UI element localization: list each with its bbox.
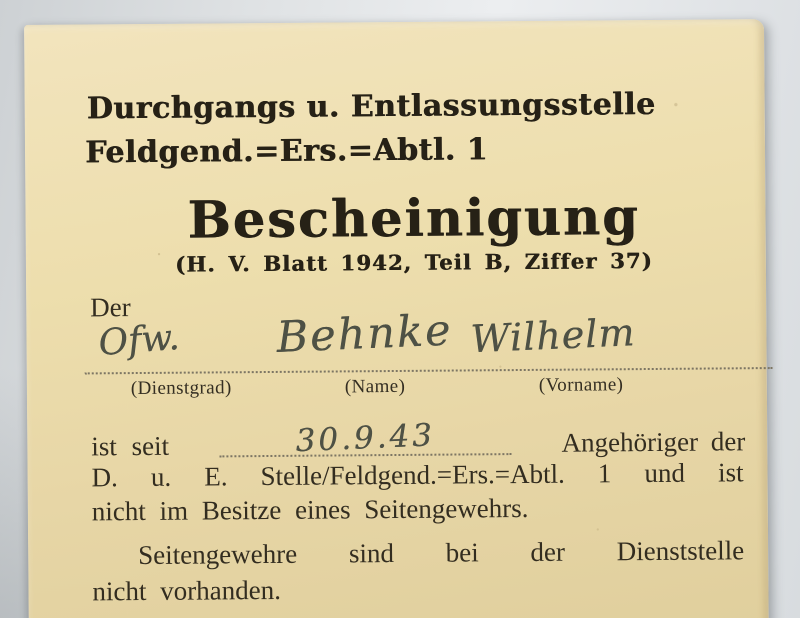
certificate-paper [24,19,769,618]
note-line-2: nicht vorhanden. [92,574,282,607]
angehoeriger-text: Angehöriger der [561,426,746,459]
handwritten-rank: Ofw. [97,316,181,365]
salutation-der: Der [90,292,131,323]
handwritten-date: 30.9.43 [294,417,436,460]
title-block [85,187,742,277]
body-line-2: nicht im Besitze eines Seitengewehrs. [91,492,529,527]
label-vorname: (Vorname) [538,374,624,396]
date-field [219,419,511,461]
certificate-title: Bescheinigung [187,187,640,251]
handwritten-firstname: Wilhelm [469,310,637,362]
handwritten-surname: Behnke [275,305,454,363]
label-dienstgrad: (Dienstgrad) [130,377,232,400]
note-line-1: Seitengewehre sind bei der Dienststelle [138,535,745,571]
entry-dotted-line [85,337,773,374]
certificate-subtitle: (H. V. Blatt 1942, Teil B, Ziffer 37) [174,247,653,277]
membership-row [91,417,745,462]
unit-line-1: Durchgangs u. Entlassungsstelle [86,86,656,127]
unit-line-2: Feldgend.=Ers.=Abtl. 1 [84,132,489,171]
body-line-1: D. u. E. Stelle/Feldgend.=Ers.=Abtl. 1 und ist [91,457,744,493]
label-name: (Name) [344,375,406,398]
ist-seit-text: ist seit [91,431,170,462]
